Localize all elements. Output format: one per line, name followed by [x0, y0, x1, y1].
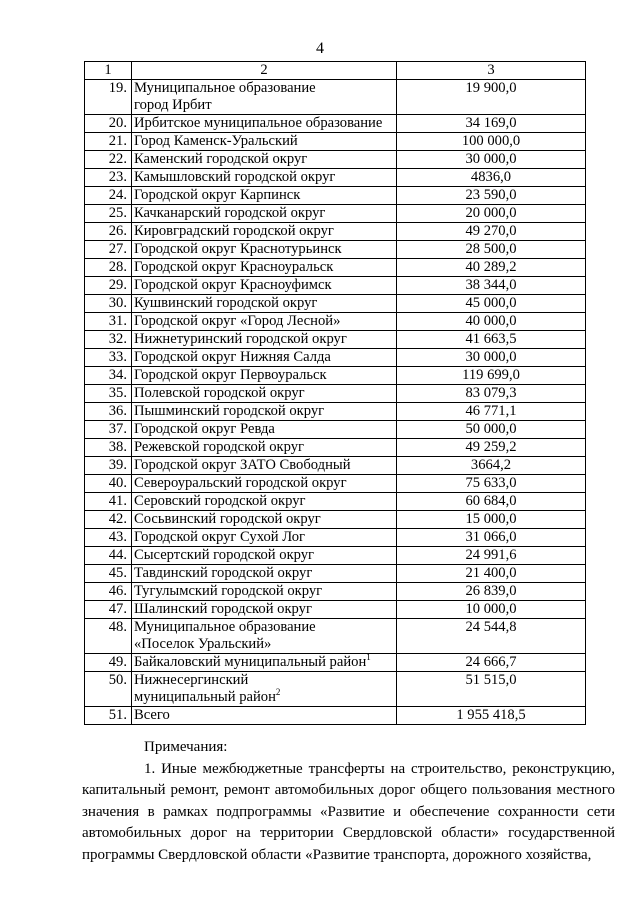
row-number: 27. — [85, 241, 132, 259]
row-number: 19. — [85, 80, 132, 115]
page-number: 4 — [316, 40, 324, 57]
municipality-name — [132, 169, 397, 187]
municipality-name — [132, 277, 397, 295]
municipality-name — [132, 349, 397, 367]
amount-value: 15 000,0 — [397, 511, 586, 529]
name-line — [134, 241, 394, 258]
table-body — [85, 62, 586, 725]
table-row — [85, 277, 586, 295]
row-number: 51. — [85, 707, 132, 725]
row-number: 24. — [85, 187, 132, 205]
row-number: 22. — [85, 151, 132, 169]
amount-value: 40 000,0 — [397, 313, 586, 331]
name-line-text: Полевской городской округ — [134, 385, 305, 401]
name-line — [134, 313, 394, 330]
row-number: 41. — [85, 493, 132, 511]
name-line — [134, 205, 394, 222]
name-line — [134, 475, 394, 492]
name-line — [134, 636, 394, 653]
amount-value: 46 771,1 — [397, 403, 586, 421]
name-line-text: Кировградский городской округ — [134, 223, 334, 239]
amount-value: 28 500,0 — [397, 241, 586, 259]
table-row — [85, 349, 586, 367]
name-line — [134, 151, 394, 168]
table-row — [85, 223, 586, 241]
municipality-name — [132, 385, 397, 403]
name-line — [134, 565, 394, 582]
name-line — [134, 403, 394, 420]
name-line — [134, 133, 394, 150]
amount-value: 4836,0 — [397, 169, 586, 187]
table-row — [85, 475, 586, 493]
table-row — [85, 151, 586, 169]
name-line — [134, 187, 394, 204]
name-line-text: Нижнетуринский городской округ — [134, 331, 347, 347]
name-line — [134, 672, 394, 689]
municipality-name — [132, 439, 397, 457]
name-line-text: Североуральский городской округ — [134, 475, 347, 491]
amount-value: 31 066,0 — [397, 529, 586, 547]
municipality-name — [132, 511, 397, 529]
row-number: 31. — [85, 313, 132, 331]
name-line-text: Муниципальное образование — [134, 80, 316, 96]
municipality-name — [132, 241, 397, 259]
row-number: 34. — [85, 367, 132, 385]
name-line — [134, 529, 394, 546]
table-row — [85, 187, 586, 205]
footnote-mark: 2 — [275, 687, 281, 698]
header-col-1: 1 — [85, 62, 132, 80]
municipality-name — [132, 151, 397, 169]
name-line-text: Качканарский городской округ — [134, 205, 326, 221]
transfers-table — [84, 61, 586, 725]
table-row — [85, 133, 586, 151]
name-line-text: Городской округ ЗАТО Свободный — [134, 457, 351, 473]
table-row — [85, 529, 586, 547]
row-number: 40. — [85, 475, 132, 493]
name-line-text: Городской округ Первоуральск — [134, 367, 327, 383]
amount-value: 19 900,0 — [397, 80, 586, 115]
notes-section — [82, 737, 615, 866]
name-line-text: Городской округ Нижняя Салда — [134, 349, 331, 365]
name-line — [134, 421, 394, 438]
row-number: 39. — [85, 457, 132, 475]
municipality-name — [132, 223, 397, 241]
header-col-3: 3 — [397, 62, 586, 80]
municipality-name — [132, 80, 397, 115]
table-row — [85, 547, 586, 565]
amount-value: 1 955 418,5 — [397, 707, 586, 725]
amount-value: 50 000,0 — [397, 421, 586, 439]
name-line-text: Нижнесергинский — [134, 672, 249, 688]
table-row — [85, 707, 586, 725]
notes-paragraph: 1. Иные межбюджетные трансферты на строительство, реконструкцию, капитальный ремонт, ремонт автомобильных дорог общего пользования местного значения в рамках подпрограммы «Развитие и обеспечение сохранности сети автомобильных дорог на территории Свердловской области» государственной программы Свердловской области «Развитие транспорта, дорожного хозяйства, — [82, 760, 615, 863]
municipality-name — [132, 187, 397, 205]
amount-value: 60 684,0 — [397, 493, 586, 511]
row-number: 38. — [85, 439, 132, 457]
table-row — [85, 367, 586, 385]
name-line — [134, 385, 394, 402]
table-row — [85, 241, 586, 259]
amount-value: 30 000,0 — [397, 349, 586, 367]
table-row — [85, 672, 586, 707]
name-line — [134, 601, 394, 618]
name-line — [134, 259, 394, 276]
table-row — [85, 295, 586, 313]
name-line-text: Сосьвинский городской округ — [134, 511, 321, 527]
row-number: 32. — [85, 331, 132, 349]
row-number: 33. — [85, 349, 132, 367]
name-line-text: город Ирбит — [134, 97, 212, 113]
amount-value: 49 270,0 — [397, 223, 586, 241]
name-line — [134, 295, 394, 312]
table-row — [85, 565, 586, 583]
table-row — [85, 403, 586, 421]
name-line — [134, 277, 394, 294]
footnote-mark: 1 — [366, 652, 371, 663]
name-line-text: Городской округ Краснотурьинск — [134, 241, 342, 257]
name-line-text: Серовский городской округ — [134, 493, 306, 509]
row-number: 49. — [85, 654, 132, 672]
name-line — [134, 349, 394, 366]
name-line-text: Пышминский городской округ — [134, 403, 325, 419]
municipality-name — [132, 547, 397, 565]
table-row — [85, 80, 586, 115]
name-line — [134, 511, 394, 528]
municipality-name — [132, 331, 397, 349]
amount-value: 38 344,0 — [397, 277, 586, 295]
amount-value: 119 699,0 — [397, 367, 586, 385]
amount-value: 10 000,0 — [397, 601, 586, 619]
name-line — [134, 169, 394, 186]
municipality-name — [132, 403, 397, 421]
row-number: 36. — [85, 403, 132, 421]
amount-value: 51 515,0 — [397, 672, 586, 707]
amount-value: 83 079,3 — [397, 385, 586, 403]
table-row — [85, 385, 586, 403]
name-line — [134, 583, 394, 600]
amount-value: 100 000,0 — [397, 133, 586, 151]
name-line-text: Байкаловский муниципальный район — [134, 654, 367, 670]
row-number: 35. — [85, 385, 132, 403]
municipality-name — [132, 421, 397, 439]
name-line-text: Городской округ Карпинск — [134, 187, 301, 203]
name-line — [134, 689, 394, 706]
name-line-text: Городской округ Красноуральск — [134, 259, 334, 275]
name-line-text: Каменский городской округ — [134, 151, 308, 167]
name-line-text: Муниципальное образование — [134, 619, 316, 635]
name-line-text: Сысертский городской округ — [134, 547, 315, 563]
header-col-2: 2 — [132, 62, 397, 80]
municipality-name — [132, 619, 397, 654]
municipality-name — [132, 295, 397, 313]
amount-value: 75 633,0 — [397, 475, 586, 493]
amount-value: 21 400,0 — [397, 565, 586, 583]
table-row — [85, 439, 586, 457]
table-row — [85, 313, 586, 331]
name-line-text: муниципальный район — [134, 689, 276, 705]
row-number: 42. — [85, 511, 132, 529]
name-line — [134, 457, 394, 474]
name-line-text: Тугулымский городской округ — [134, 583, 323, 599]
table-row — [85, 205, 586, 223]
municipality-name — [132, 654, 397, 672]
municipality-name — [132, 565, 397, 583]
municipality-name — [132, 672, 397, 707]
name-line — [134, 707, 394, 724]
row-number: 47. — [85, 601, 132, 619]
amount-value: 30 000,0 — [397, 151, 586, 169]
name-line-text: Всего — [134, 707, 170, 723]
table-row — [85, 259, 586, 277]
table-row — [85, 331, 586, 349]
name-line — [134, 97, 394, 114]
amount-value: 24 666,7 — [397, 654, 586, 672]
amount-value: 40 289,2 — [397, 259, 586, 277]
amount-value: 3664,2 — [397, 457, 586, 475]
municipality-name — [132, 205, 397, 223]
row-number: 43. — [85, 529, 132, 547]
name-line — [134, 331, 394, 348]
row-number: 45. — [85, 565, 132, 583]
table-row — [85, 457, 586, 475]
row-number: 50. — [85, 672, 132, 707]
name-line-text: Шалинский городской округ — [134, 601, 312, 617]
amount-value: 49 259,2 — [397, 439, 586, 457]
name-line-text: Городской округ Красноуфимск — [134, 277, 332, 293]
municipality-name — [132, 493, 397, 511]
table-row — [85, 421, 586, 439]
municipality-name — [132, 707, 397, 725]
name-line-text: Городской округ «Город Лесной» — [134, 313, 341, 329]
municipality-name — [132, 313, 397, 331]
name-line — [134, 115, 394, 132]
row-number: 20. — [85, 115, 132, 133]
row-number: 46. — [85, 583, 132, 601]
name-line-text: Ирбитское муниципальное образование — [134, 115, 383, 131]
name-line-text: Тавдинский городской округ — [134, 565, 313, 581]
table-row — [85, 511, 586, 529]
municipality-name — [132, 259, 397, 277]
name-line-text: Камышловский городской округ — [134, 169, 336, 185]
name-line — [134, 654, 394, 671]
table-row — [85, 493, 586, 511]
name-line — [134, 223, 394, 240]
name-line — [134, 619, 394, 636]
amount-value: 45 000,0 — [397, 295, 586, 313]
row-number: 48. — [85, 619, 132, 654]
name-line — [134, 367, 394, 384]
name-line-text: Город Каменск-Уральский — [134, 133, 298, 149]
notes-title: Примечания: — [144, 739, 228, 755]
row-number: 23. — [85, 169, 132, 187]
municipality-name — [132, 457, 397, 475]
table-row — [85, 583, 586, 601]
name-line — [134, 493, 394, 510]
row-number: 29. — [85, 277, 132, 295]
municipality-name — [132, 583, 397, 601]
row-number: 28. — [85, 259, 132, 277]
row-number: 25. — [85, 205, 132, 223]
name-line — [134, 80, 394, 97]
table-row — [85, 601, 586, 619]
amount-value: 20 000,0 — [397, 205, 586, 223]
name-line-text: Городской округ Ревда — [134, 421, 275, 437]
table-row — [85, 619, 586, 654]
name-line-text: Режевской городской округ — [134, 439, 305, 455]
amount-value: 26 839,0 — [397, 583, 586, 601]
amount-value: 24 991,6 — [397, 547, 586, 565]
row-number: 30. — [85, 295, 132, 313]
row-number: 37. — [85, 421, 132, 439]
municipality-name — [132, 133, 397, 151]
name-line-text: «Поселок Уральский» — [134, 636, 272, 652]
table-row — [85, 115, 586, 133]
name-line — [134, 439, 394, 456]
row-number: 21. — [85, 133, 132, 151]
amount-value: 24 544,8 — [397, 619, 586, 654]
name-line-text: Городской округ Сухой Лог — [134, 529, 306, 545]
name-line-text: Кушвинский городской округ — [134, 295, 318, 311]
amount-value: 23 590,0 — [397, 187, 586, 205]
row-number: 26. — [85, 223, 132, 241]
table-row — [85, 169, 586, 187]
municipality-name — [132, 367, 397, 385]
municipality-name — [132, 529, 397, 547]
municipality-name — [132, 601, 397, 619]
municipality-name — [132, 475, 397, 493]
table-header-row — [85, 62, 586, 80]
table-row — [85, 654, 586, 672]
name-line — [134, 547, 394, 564]
amount-value: 34 169,0 — [397, 115, 586, 133]
amount-value: 41 663,5 — [397, 331, 586, 349]
municipality-name — [132, 115, 397, 133]
row-number: 44. — [85, 547, 132, 565]
